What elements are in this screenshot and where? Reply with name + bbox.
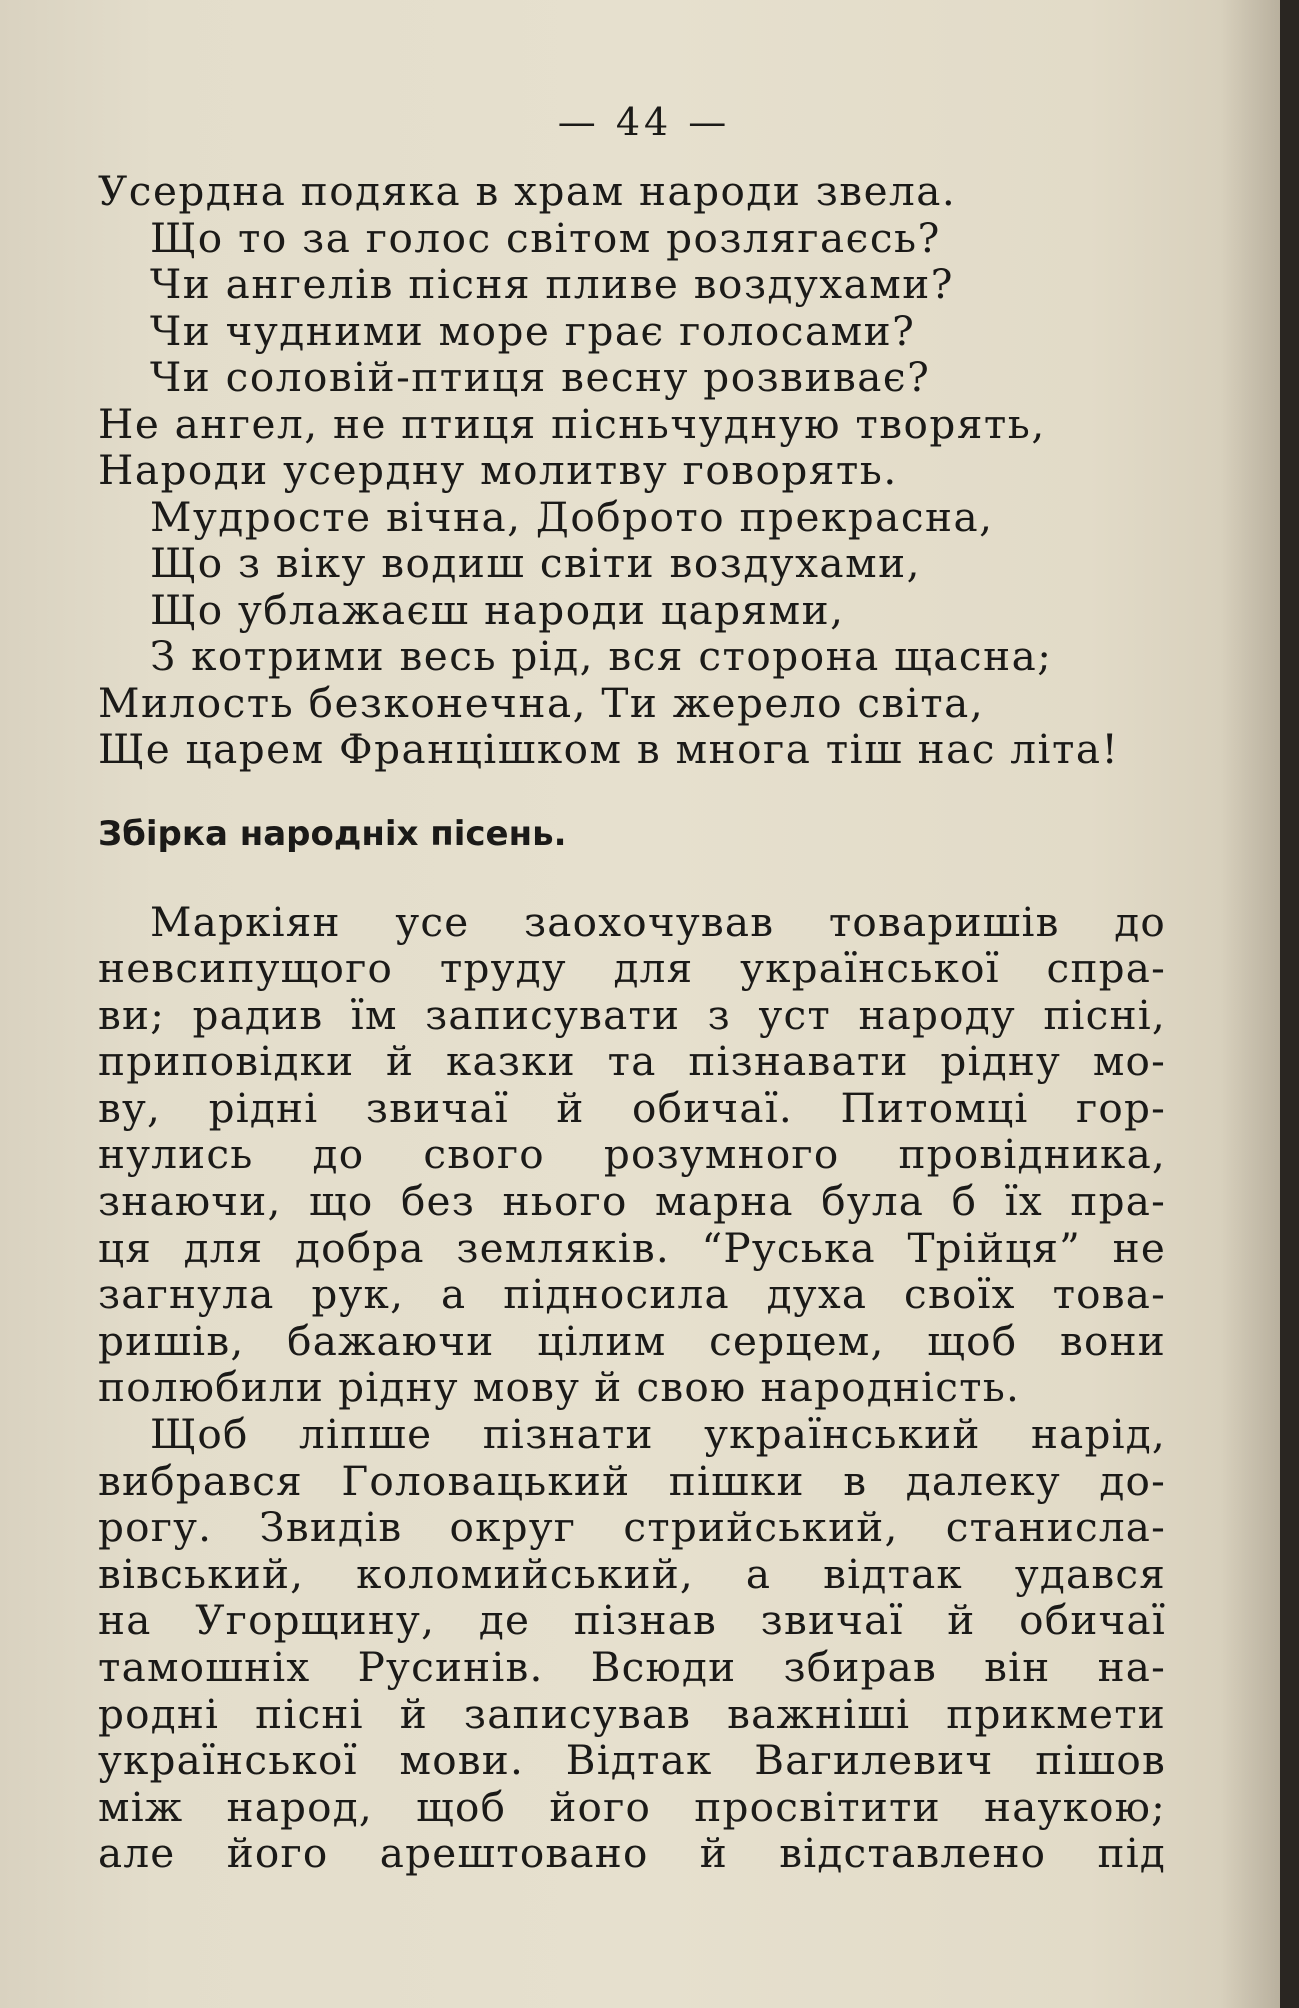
page-content <box>98 92 1166 1877</box>
prose-line: української мови. Відтак Вагилевич пішов <box>98 1736 1166 1785</box>
prose-body <box>98 899 1166 1877</box>
prose-line: нулись до свого розумного провідника, <box>98 1130 1166 1179</box>
poem-line: Що то за голос світом розлягаєсь? <box>150 213 941 262</box>
section-heading: Збірка народніх пісень. <box>98 813 567 854</box>
prose-line: вівський, коломийський, а відтак удався <box>98 1549 1166 1598</box>
prose-line: ця для добра земляків. “Руська Трійця” не <box>98 1223 1166 1272</box>
prose-line: Щоб ліпше пізнати український нарід, <box>150 1410 1166 1459</box>
page-edge-shadow <box>1220 0 1280 2008</box>
poem-line: З котрими весь рід, вся сторона щасна; <box>150 632 1053 680</box>
prose-line: невсипущого труду для української спра- <box>98 944 1166 993</box>
poem-line: Ще царем Францішком в многа тіш нас літа! <box>98 725 1120 773</box>
prose-line: але його арештовано й відставлено під <box>98 1829 1166 1878</box>
prose-line: ви; радив їм записувати з уст народу пісні, <box>98 990 1166 1039</box>
prose-line: тамошніх Русинів. Всюди збирав він на- <box>98 1643 1166 1691</box>
poem-line: Мудросте вічна, Доброто прекрасна, <box>150 492 994 541</box>
prose-line: ву, рідні звичаї й обичаї. Питомці гор- <box>98 1083 1166 1132</box>
prose-line: родні пісні й записував важніші прикмети <box>98 1689 1166 1738</box>
poem-line: Милость безконечна, Ти жерело світа, <box>98 678 985 727</box>
prose-line: приповідки й казки та пізнавати рідну мо- <box>98 1037 1166 1086</box>
prose-line: знаючи, що без нього марна була б їх пра- <box>98 1177 1166 1226</box>
poem-line: Чи чудними море грає голосами? <box>150 306 916 355</box>
prose-line: на Угорщину, де пізнав звичаї й обичаї <box>98 1596 1166 1645</box>
prose-line: вибрався Головацький пішки в далеку до- <box>98 1456 1166 1505</box>
page-number: — 44 — <box>557 100 731 144</box>
poem-line: Не ангел, не птиця пісньчудную творять, <box>98 399 1046 448</box>
prose-line: полюбили рідну мову й свою народність. <box>98 1363 1021 1412</box>
prose-line: Маркіян усе заохочував товаришів до <box>150 897 1166 946</box>
poem-line: Народи усердну молитву говорять. <box>98 446 898 494</box>
prose-line: загнула рук, а підносила духа своїх това- <box>98 1270 1166 1319</box>
poem <box>98 168 1166 773</box>
poem-line: Що з віку водиш світи воздухами, <box>150 539 921 587</box>
poem-line: Що ублажаєш народи царями, <box>150 585 845 634</box>
prose-line: рогу. Звидів округ стрийський, станисла- <box>98 1503 1166 1552</box>
prose-line: між народ, щоб його просвітити наукою; <box>98 1782 1166 1831</box>
prose-line: ришів, бажаючи цілим серцем, щоб вони <box>98 1316 1166 1365</box>
poem-line: Чи ангелів пісня пливе воздухами? <box>150 260 954 308</box>
poem-line: Усердна подяка в храм народи звела. <box>98 167 957 215</box>
poem-line: Чи соловій-птиця весну розвиває? <box>150 353 931 401</box>
